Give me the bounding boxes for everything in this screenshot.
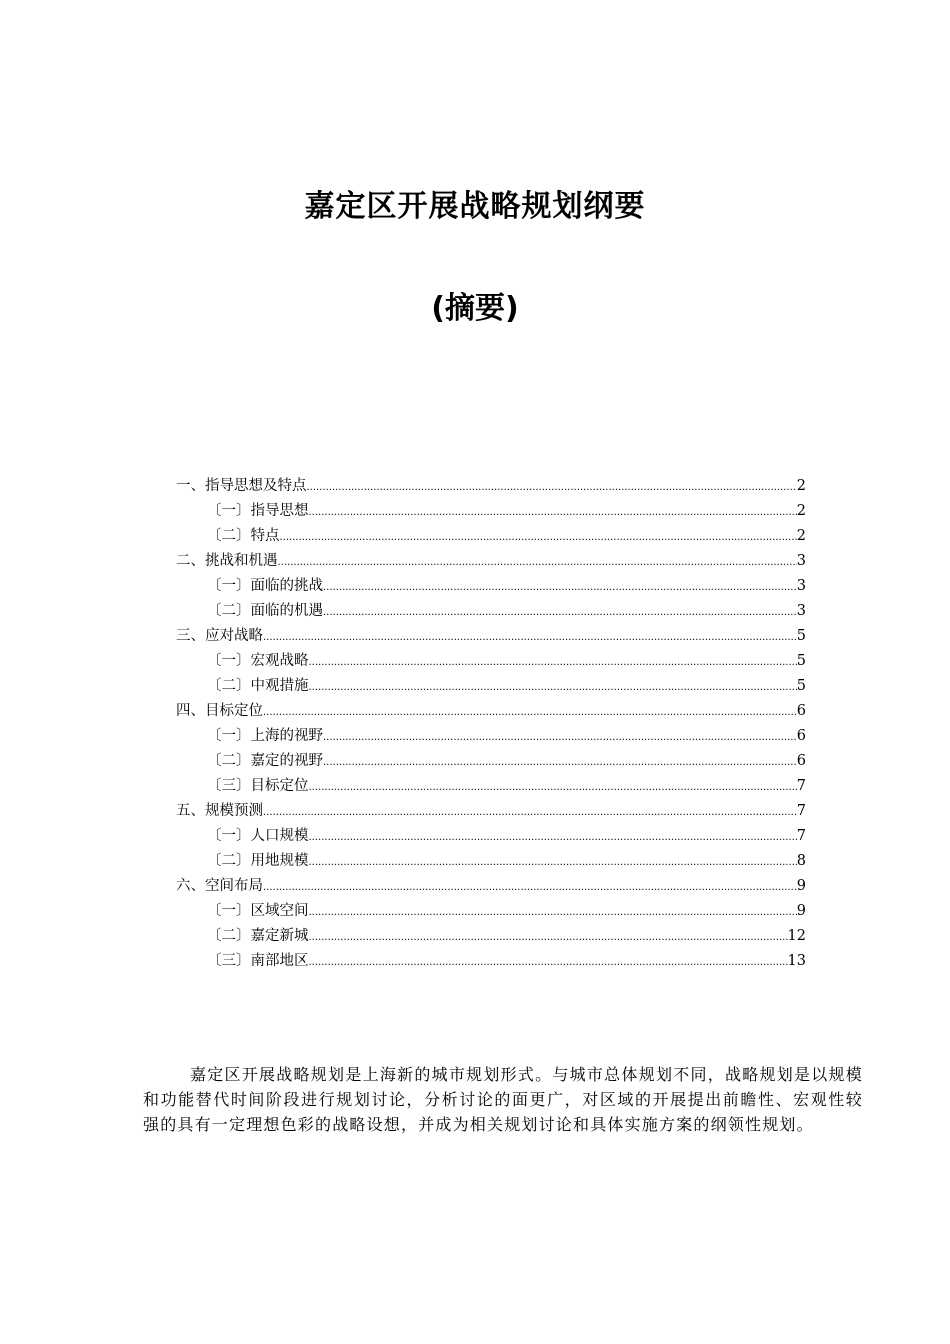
toc-entry-subsection[interactable] xyxy=(176,649,806,674)
toc-entry-page-number: 5 xyxy=(796,678,806,694)
toc-dot-leader xyxy=(323,575,797,600)
toc-entry-page-number: 2 xyxy=(796,478,806,494)
toc-entry-subsection[interactable] xyxy=(176,674,806,699)
toc-entry-label: 〔三〕南部地区 xyxy=(207,953,309,969)
toc-dot-leader xyxy=(323,750,797,775)
toc-entry-page-number: 2 xyxy=(796,528,806,544)
toc-entry-label: 〔一〕上海的视野 xyxy=(207,728,323,744)
toc-entry-label: 〔三〕目标定位 xyxy=(207,778,309,794)
toc-entry-subsection[interactable] xyxy=(176,899,806,924)
toc-dot-leader xyxy=(309,900,797,925)
toc-entry-page-number: 12 xyxy=(787,928,806,944)
toc-dot-leader xyxy=(309,850,797,875)
toc-entry-subsection[interactable] xyxy=(176,924,806,949)
toc-entry-label: 〔二〕用地规模 xyxy=(207,853,309,869)
toc-dot-leader xyxy=(263,625,797,650)
toc-dot-leader xyxy=(309,825,797,850)
toc-entry-label: 〔一〕宏观战略 xyxy=(207,653,309,669)
toc-entry-subsection[interactable] xyxy=(176,849,806,874)
toc-entry-label: 三、应对战略 xyxy=(176,628,263,644)
toc-entry-label: 〔二〕中观措施 xyxy=(207,678,309,694)
toc-entry-page-number: 5 xyxy=(796,653,806,669)
intro-paragraph: 嘉定区开展战略规划是上海新的城市规划形式。与城市总体规划不同，战略规划是以规模和功能替代时间阶段进行规划讨论，分析讨论的面更广，对区域的开展提出前瞻性、宏观性较强的具有一定理想色彩的战略设想，并成为相关规划讨论和具体实施方案的纲领性规划。 xyxy=(143,1065,863,1134)
toc-entry-page-number: 6 xyxy=(796,703,806,719)
toc-entry-subsection[interactable] xyxy=(176,499,806,524)
toc-entry-section[interactable] xyxy=(176,799,806,824)
toc-entry-page-number: 3 xyxy=(796,578,806,594)
toc-entry-page-number: 3 xyxy=(796,603,806,619)
toc-entry-label: 〔一〕人口规模 xyxy=(207,828,309,844)
toc-entry-label: 〔二〕嘉定新城 xyxy=(207,928,309,944)
toc-dot-leader xyxy=(309,650,797,675)
toc-dot-leader xyxy=(278,550,797,575)
toc-entry-label: 〔一〕面临的挑战 xyxy=(207,578,323,594)
toc-dot-leader xyxy=(280,525,797,550)
toc-entry-label: 〔一〕区域空间 xyxy=(207,903,309,919)
toc-entry-page-number: 9 xyxy=(796,878,806,894)
toc-entry-label: 〔二〕面临的机遇 xyxy=(207,603,323,619)
toc-entry-section[interactable] xyxy=(176,549,806,574)
toc-dot-leader xyxy=(263,700,797,725)
toc-dot-leader xyxy=(307,475,797,500)
toc-entry-label: 四、目标定位 xyxy=(176,703,263,719)
toc-entry-page-number: 5 xyxy=(796,628,806,644)
toc-dot-leader xyxy=(309,925,788,950)
toc-entry-page-number: 7 xyxy=(796,778,806,794)
toc-entry-label: 〔二〕嘉定的视野 xyxy=(207,753,323,769)
toc-entry-page-number: 3 xyxy=(796,553,806,569)
toc-entry-page-number: 6 xyxy=(796,728,806,744)
toc-entry-subsection[interactable] xyxy=(176,574,806,599)
toc-dot-leader xyxy=(309,675,797,700)
toc-entry-section[interactable] xyxy=(176,699,806,724)
toc-entry-page-number: 7 xyxy=(796,803,806,819)
toc-dot-leader xyxy=(309,500,797,525)
toc-dot-leader xyxy=(309,950,788,975)
document-subtitle: (摘要) xyxy=(431,291,519,326)
toc-dot-leader xyxy=(263,800,797,825)
toc-dot-leader xyxy=(309,775,797,800)
toc-entry-label: 〔一〕指导思想 xyxy=(207,503,309,519)
toc-dot-leader xyxy=(323,725,797,750)
toc-entry-page-number: 6 xyxy=(796,753,806,769)
toc-entry-section[interactable] xyxy=(176,474,806,499)
toc-entry-section[interactable] xyxy=(176,874,806,899)
toc-entry-subsection[interactable] xyxy=(176,774,806,799)
toc-entry-label: 一、指导思想及特点 xyxy=(176,478,307,494)
toc-entry-subsection[interactable] xyxy=(176,749,806,774)
toc-dot-leader xyxy=(263,875,797,900)
toc-entry-label: 〔二〕特点 xyxy=(207,528,280,544)
toc-entry-subsection[interactable] xyxy=(176,824,806,849)
toc-entry-subsection[interactable] xyxy=(176,724,806,749)
toc-entry-subsection[interactable] xyxy=(176,949,806,974)
toc-entry-page-number: 13 xyxy=(787,953,806,969)
toc-entry-label: 二、挑战和机遇 xyxy=(176,553,278,569)
toc-entry-page-number: 8 xyxy=(796,853,806,869)
toc-entry-subsection[interactable] xyxy=(176,524,806,549)
toc-entry-section[interactable] xyxy=(176,624,806,649)
document-title: 嘉定区开展战略规划纲要 xyxy=(304,189,646,224)
toc-entry-label: 五、规模预测 xyxy=(176,803,263,819)
table-of-contents xyxy=(176,474,806,974)
toc-entry-page-number: 2 xyxy=(796,503,806,519)
toc-entry-page-number: 7 xyxy=(796,828,806,844)
toc-dot-leader xyxy=(323,600,797,625)
toc-entry-label: 六、空间布局 xyxy=(176,878,263,894)
toc-entry-subsection[interactable] xyxy=(176,599,806,624)
toc-entry-page-number: 9 xyxy=(796,903,806,919)
